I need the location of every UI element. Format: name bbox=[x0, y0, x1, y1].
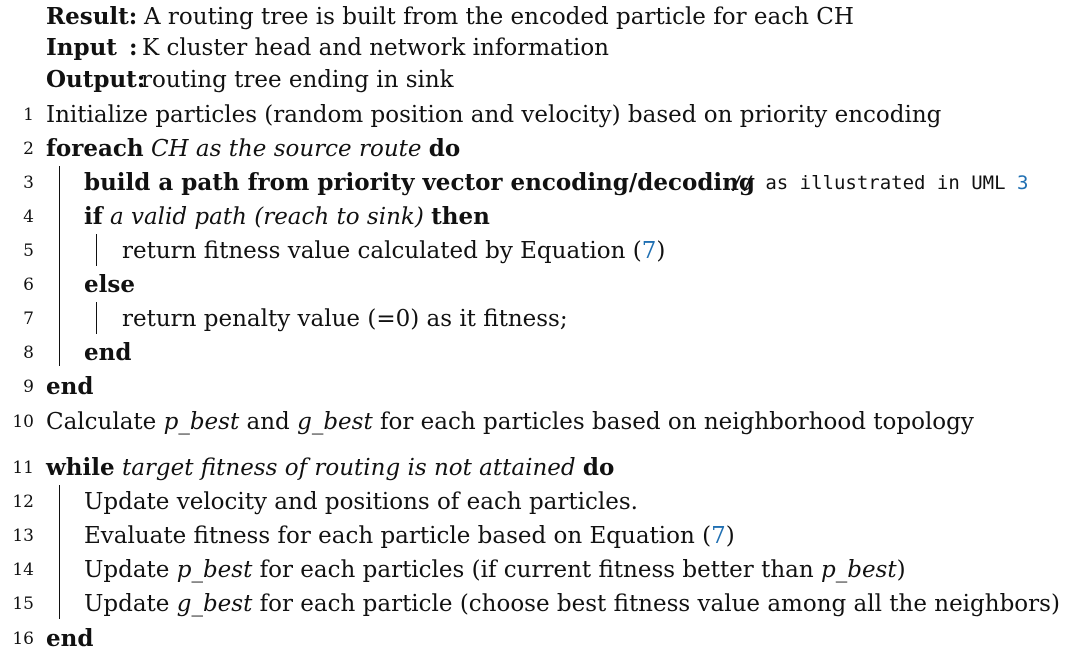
variable-p-best: p_best bbox=[176, 557, 253, 583]
text-segment: Calculate bbox=[46, 409, 157, 435]
text-segment: for each particles based on neighborhood topology bbox=[380, 409, 974, 435]
variable-p-best: p_best bbox=[163, 409, 240, 435]
line-number: 16 bbox=[12, 629, 34, 649]
then-block-line bbox=[96, 234, 97, 266]
line-text bbox=[84, 553, 906, 587]
algorithm-line-4 bbox=[0, 200, 1079, 234]
variable-p-best: p_best bbox=[821, 557, 897, 583]
line-text bbox=[84, 519, 735, 553]
algorithm-line-13 bbox=[0, 519, 1079, 553]
if-statement bbox=[84, 200, 490, 234]
text-segment: for each particle (choose best fitness value among all the neighbors) bbox=[259, 591, 1060, 617]
algorithm-line-3 bbox=[0, 166, 1079, 200]
line-text-main: Evaluate fitness for each particle based on Equation ( bbox=[84, 523, 712, 549]
input-label: Input bbox=[46, 34, 117, 61]
if-condition: a valid path (reach to sink) bbox=[109, 204, 424, 230]
line-text bbox=[46, 405, 974, 439]
line-number: 9 bbox=[23, 377, 34, 397]
while-condition: target fitness of routing is not attained bbox=[121, 455, 576, 481]
output-text: routing tree ending in sink bbox=[141, 67, 454, 93]
line-text: return penalty value (=0) as it fitness; bbox=[122, 306, 568, 332]
algorithm-line-6 bbox=[0, 268, 1079, 302]
close-paren: ) bbox=[656, 238, 666, 264]
input-colon: : bbox=[129, 34, 138, 61]
line-number: 13 bbox=[12, 526, 34, 546]
line-text bbox=[84, 587, 1060, 621]
keyword-while: while bbox=[46, 454, 115, 481]
text-segment: Update bbox=[84, 591, 170, 617]
line-comment bbox=[731, 166, 1028, 200]
algorithm-line-11 bbox=[0, 451, 1079, 485]
keyword-end: end bbox=[46, 373, 94, 400]
algorithm-line-9 bbox=[0, 370, 1079, 404]
line-number: 4 bbox=[23, 207, 34, 227]
algorithm-line-5 bbox=[0, 234, 1079, 268]
algorithm-line-2 bbox=[0, 132, 1079, 166]
foreach-block-line bbox=[59, 166, 60, 366]
foreach-statement bbox=[46, 132, 460, 166]
input-text: K cluster head and network information bbox=[142, 35, 609, 61]
keyword-else: else bbox=[84, 271, 135, 298]
equation-reference-link[interactable]: 7 bbox=[711, 523, 726, 549]
foreach-condition: CH as the source route bbox=[150, 136, 422, 162]
while-block-line bbox=[59, 485, 60, 619]
line-text: Update velocity and positions of each particles. bbox=[84, 489, 638, 515]
keyword-end: end bbox=[84, 339, 132, 366]
algorithm-line-10 bbox=[0, 405, 1079, 439]
text-segment: ) bbox=[896, 557, 906, 583]
comment-text: // as illustrated in UML bbox=[731, 172, 1006, 194]
line-number: 12 bbox=[12, 492, 34, 512]
close-paren: ) bbox=[725, 523, 735, 549]
variable-g-best: g_best bbox=[176, 591, 253, 617]
keyword-do: do bbox=[428, 135, 461, 162]
result-line bbox=[0, 0, 1079, 34]
algorithm-line-14 bbox=[0, 553, 1079, 587]
line-number: 6 bbox=[23, 275, 34, 295]
result-text: A routing tree is built from the encoded particle for each CH bbox=[144, 4, 854, 30]
keyword-if: if bbox=[84, 203, 103, 230]
variable-g-best: g_best bbox=[297, 409, 373, 435]
input-line bbox=[0, 31, 1079, 65]
line-number: 1 bbox=[23, 105, 34, 125]
result-label: Result: bbox=[46, 3, 138, 30]
while-statement bbox=[46, 451, 614, 485]
line-number: 5 bbox=[23, 241, 34, 261]
text-segment: Update bbox=[84, 557, 170, 583]
line-text: Initialize particles (random position and velocity) based on priority encoding bbox=[46, 102, 942, 128]
line-number: 3 bbox=[23, 173, 34, 193]
line-number: 8 bbox=[23, 343, 34, 363]
algorithm-line-7 bbox=[0, 302, 1079, 336]
equation-reference-link[interactable]: 7 bbox=[641, 238, 657, 264]
algorithm-line-1 bbox=[0, 98, 1079, 132]
line-number: 11 bbox=[12, 458, 34, 478]
line-number: 7 bbox=[23, 309, 34, 329]
keyword-then: then bbox=[431, 203, 490, 230]
line-number: 2 bbox=[23, 139, 34, 159]
keyword-end: end bbox=[46, 625, 94, 652]
output-label: Output: bbox=[46, 66, 146, 93]
text-segment: for each particles (if current fitness better than bbox=[259, 557, 814, 583]
line-text bbox=[122, 234, 665, 268]
uml-reference-link[interactable]: 3 bbox=[1017, 172, 1029, 194]
algorithm-line-8 bbox=[0, 336, 1079, 370]
text-segment: and bbox=[246, 409, 290, 435]
line-text: build a path from priority vector encoding/decoding bbox=[84, 169, 755, 196]
output-line bbox=[0, 63, 1079, 97]
algorithm-line-16 bbox=[0, 622, 1079, 656]
line-number: 10 bbox=[12, 412, 34, 432]
line-number: 15 bbox=[12, 594, 34, 614]
keyword-do: do bbox=[582, 454, 615, 481]
line-number: 14 bbox=[12, 560, 34, 580]
algorithm-line-12 bbox=[0, 485, 1079, 519]
line-text-main: return fitness value calculated by Equation ( bbox=[122, 238, 642, 264]
algorithm-line-15 bbox=[0, 587, 1079, 621]
keyword-foreach: foreach bbox=[46, 135, 144, 162]
else-block-line bbox=[96, 302, 97, 334]
